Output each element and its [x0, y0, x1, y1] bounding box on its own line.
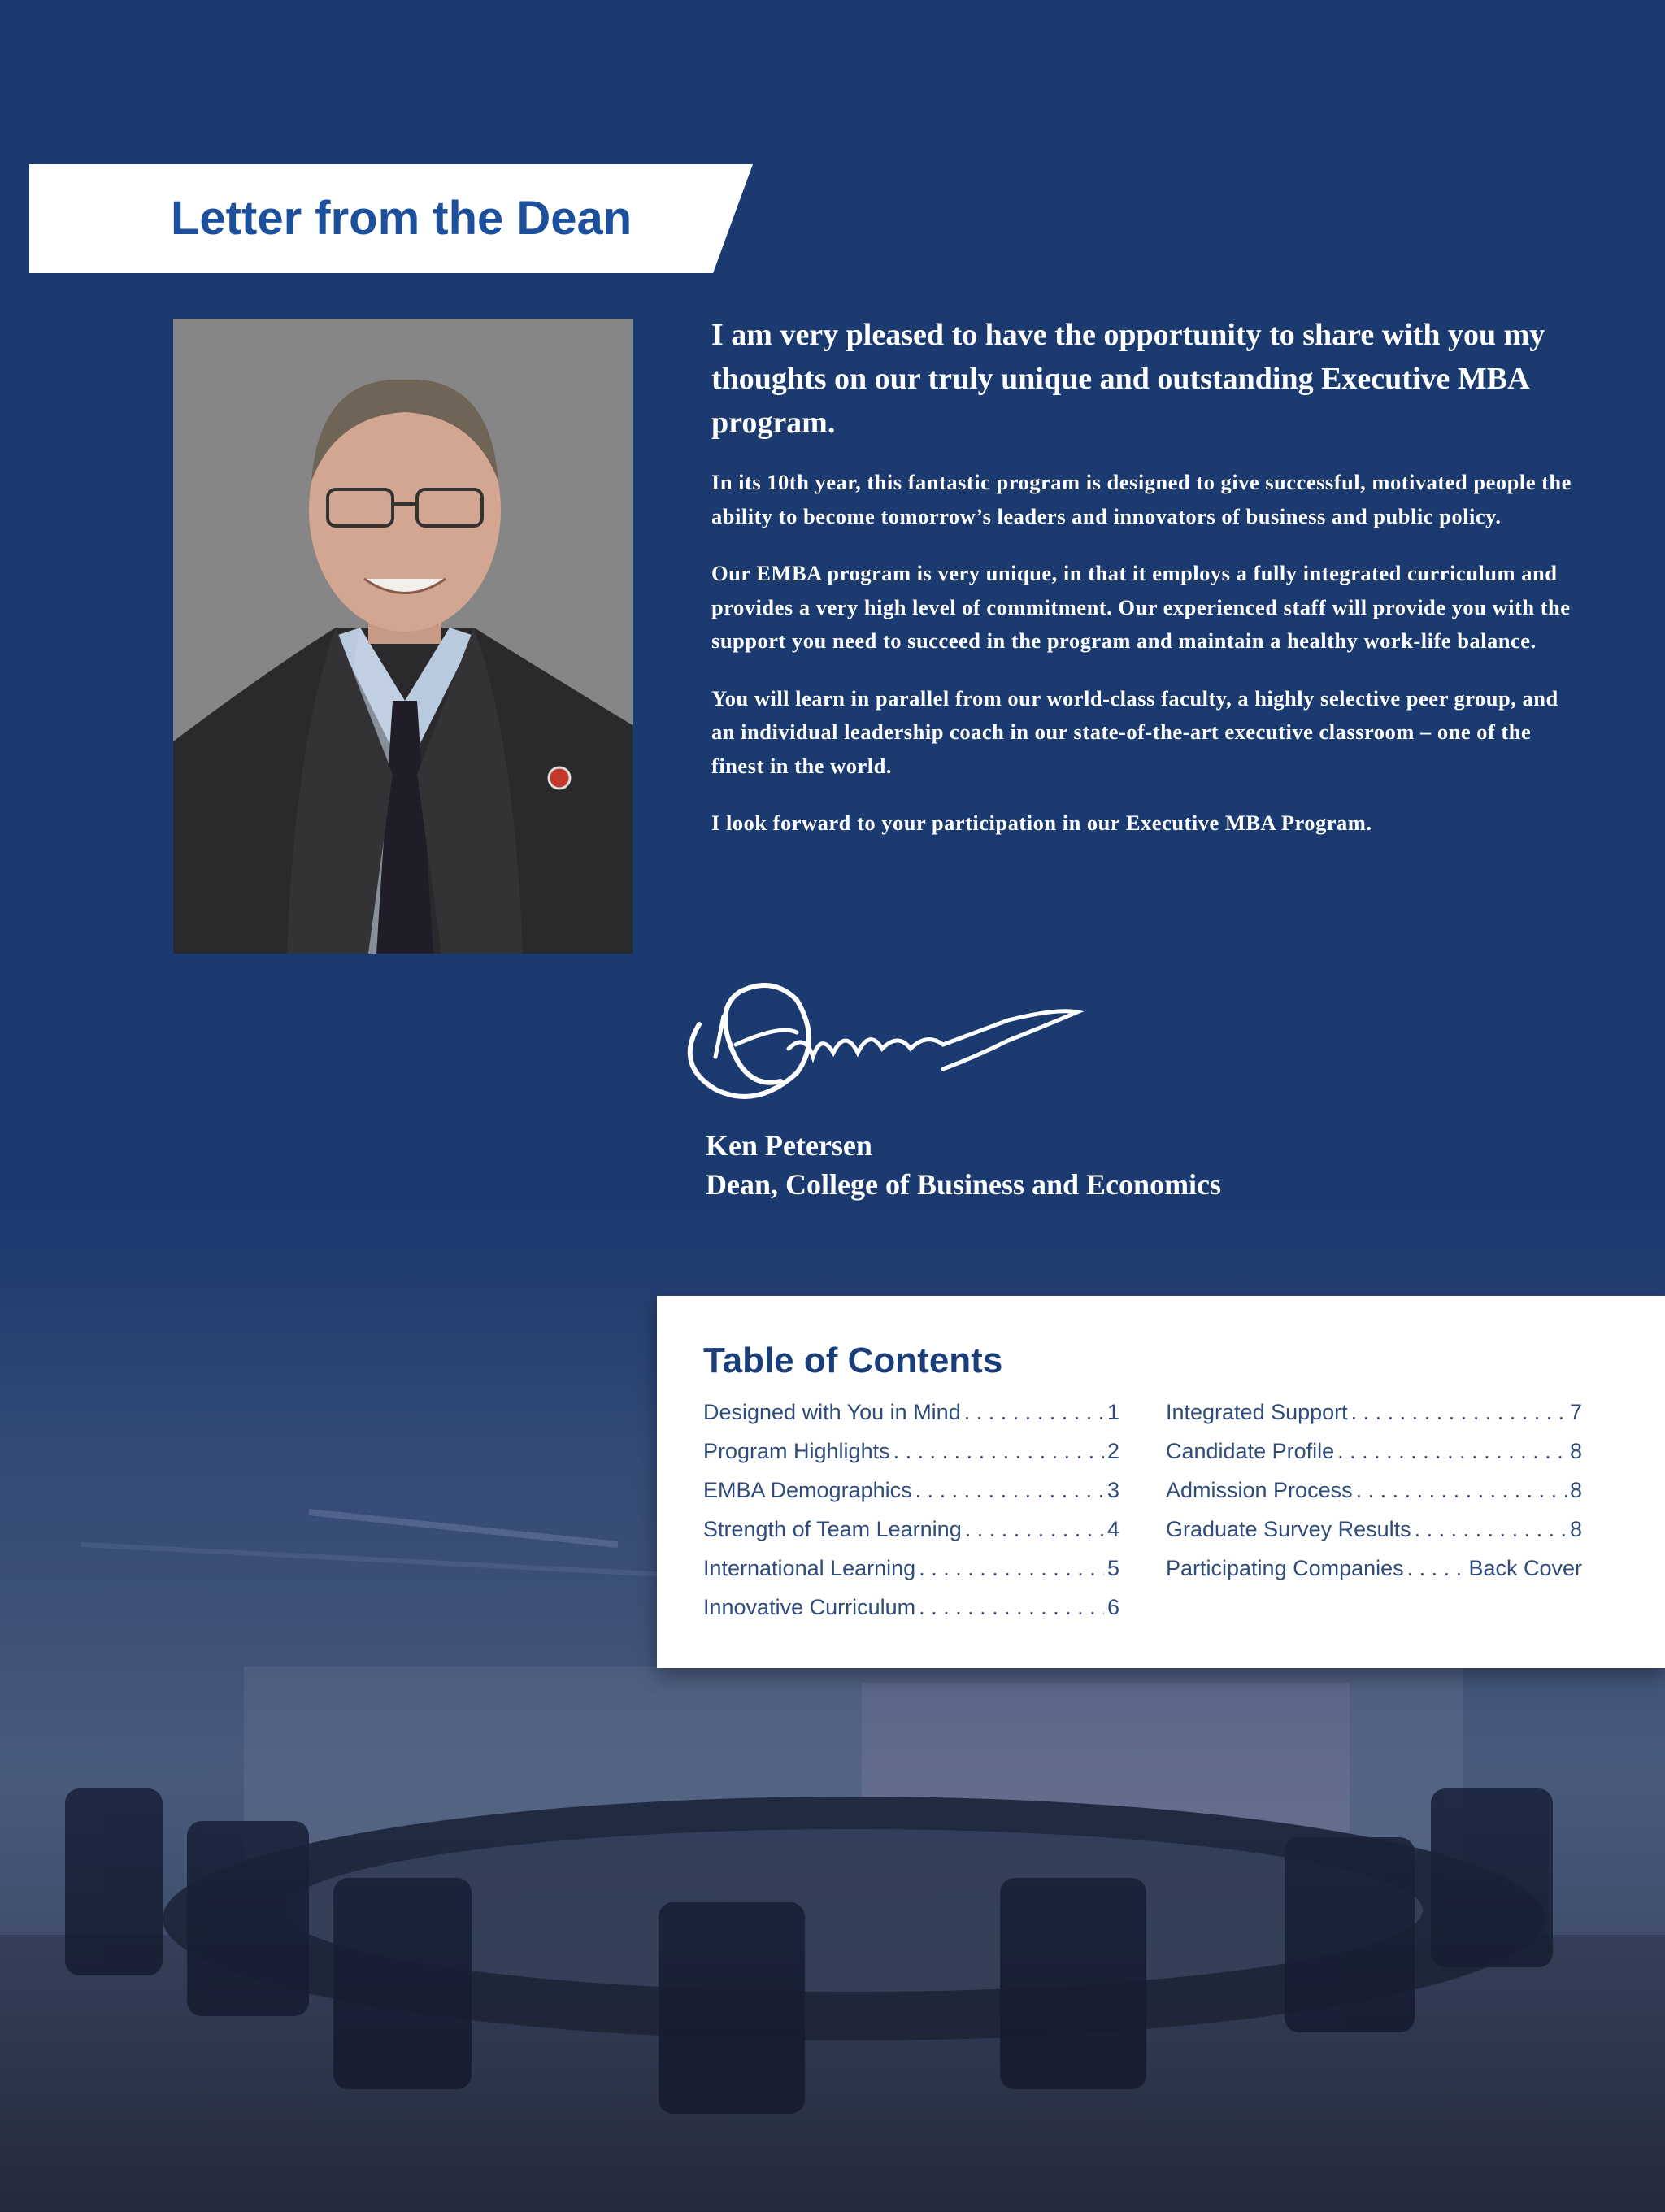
toc-entry[interactable] [703, 1556, 1119, 1595]
toc-entry[interactable] [703, 1478, 1119, 1517]
toc-entry-page: 5 [1106, 1556, 1119, 1580]
toc-entry-label: Designed with You in Mind [703, 1400, 961, 1424]
toc-entry-label: Graduate Survey Results [1166, 1517, 1411, 1541]
toc-entry-label: Candidate Profile [1166, 1439, 1335, 1463]
toc-entry-page: 7 [1569, 1400, 1582, 1424]
toc-entry[interactable] [703, 1439, 1119, 1478]
toc-column-right [1166, 1400, 1582, 1595]
letter-paragraph: I look forward to your participation in our Executive MBA Program. [711, 810, 1372, 835]
signer-name: Ken Petersen [706, 1129, 872, 1162]
signer-block [706, 1126, 1221, 1204]
toc-entry-label: Participating Companies [1166, 1556, 1404, 1580]
toc-entry[interactable] [703, 1400, 1119, 1439]
toc-entry-label: Innovative Curriculum [703, 1595, 916, 1619]
dean-signature [667, 967, 1089, 1114]
toc-entry-page: 6 [1106, 1595, 1119, 1619]
toc-entry-page: 2 [1106, 1439, 1119, 1463]
toc-entry-page: 4 [1106, 1517, 1119, 1541]
toc-entry-page: 3 [1106, 1478, 1119, 1502]
letter-lead: I am very pleased to have the opportunity to share with you my thoughts on our truly unique and outstanding Executive MBA program. [711, 318, 1545, 440]
toc-entry-page: Back Cover [1468, 1556, 1582, 1580]
signer-title: Dean, College of Business and Economics [706, 1168, 1222, 1201]
toc-column-left [703, 1400, 1119, 1634]
letter-paragraph: You will learn in parallel from our world-class faculty, a highly selective peer group, and an individual leadership coach in our state-of-the-art executive classroom – one of the finest in the world. [711, 685, 1558, 778]
toc-entry[interactable] [703, 1595, 1119, 1634]
toc-entry-label: EMBA Demographics [703, 1478, 912, 1502]
toc-entry-page: 1 [1106, 1400, 1119, 1424]
dean-portrait [173, 319, 633, 954]
table-of-contents [657, 1296, 1665, 1668]
toc-entry[interactable] [703, 1517, 1119, 1556]
toc-entry-label: Integrated Support [1166, 1400, 1348, 1424]
toc-entry-label: Admission Process [1166, 1478, 1353, 1502]
letter-paragraph: In its 10th year, this fantastic program is designed to give successful, motivated people the ability to become tomorrow’s leaders and innovators of business and public policy. [711, 470, 1572, 528]
toc-entry[interactable] [1166, 1400, 1582, 1439]
toc-entry-label: International Learning [703, 1556, 916, 1580]
toc-entry[interactable] [1166, 1517, 1582, 1556]
toc-entry-label: Strength of Team Learning [703, 1517, 962, 1541]
toc-entry-page: 8 [1569, 1517, 1582, 1541]
toc-entry-page: 8 [1569, 1439, 1582, 1463]
toc-entry[interactable] [1166, 1556, 1582, 1595]
page-title: Letter from the Dean [171, 192, 633, 245]
toc-title: Table of Contents [703, 1341, 1003, 1380]
toc-entry[interactable] [1166, 1478, 1582, 1517]
letter-body [711, 313, 1573, 864]
toc-entry-label: Program Highlights [703, 1439, 890, 1463]
toc-entry-page: 8 [1569, 1478, 1582, 1502]
toc-entry[interactable] [1166, 1439, 1582, 1478]
letter-paragraph: Our EMBA program is very unique, in that it employs a fully integrated curriculum and provides a very high level of commitment. Our experienced staff will provide you with the support you need to succeed in the program and maintain a healthy work-life balance. [711, 561, 1571, 653]
